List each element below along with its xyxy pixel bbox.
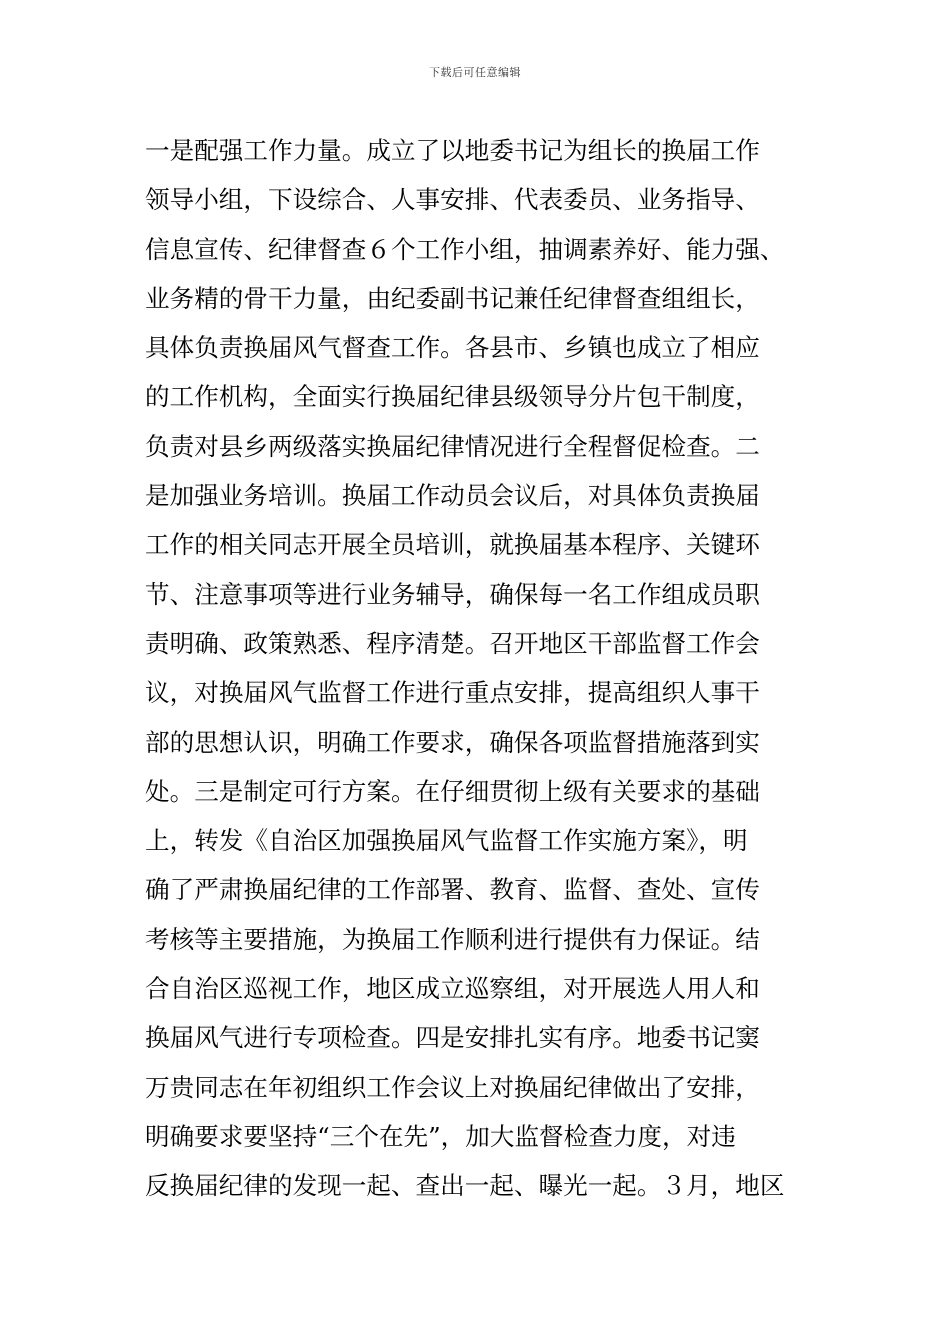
text-line: 合自治区巡视工作，地区成立巡察组，对开展选人用人和: [145, 974, 760, 1004]
text-line: 责明确、政策熟悉、程序清楚。召开地区干部监督工作会: [145, 628, 760, 658]
text-line: 换届风气进行专项检查。四是安排扎实有序。地委书记窦: [145, 1023, 760, 1053]
text-line: 议，对换届风气监督工作进行重点安排，提高组织人事干: [145, 678, 760, 708]
text-line: 领导小组，下设综合、人事安排、代表委员、业务指导、: [145, 185, 760, 215]
text-line: 具体负责换届风气督查工作。各县市、乡镇也成立了相应: [145, 333, 760, 363]
text-line: 反换届纪律的发现一起、查出一起、曝光一起。３月，地区: [145, 1171, 785, 1201]
text-line: 信息宣传、纪律督查６个工作小组，抽调素养好、能力强、: [145, 234, 785, 264]
text-line: 上，转发《自治区加强换届风气监督工作实施方案》，明: [145, 826, 748, 856]
text-line: 万贵同志在年初组织工作会议上对换届纪律做出了安排，: [145, 1072, 760, 1102]
text-line: 工作的相关同志开展全员培训，就换届基本程序、关键环: [145, 530, 760, 560]
text-line: 明确要求要坚持“三个在先”，加大监督检查力度，对违: [145, 1121, 736, 1151]
text-line: 的工作机构，全面实行换届纪律县级领导分片包干制度，: [145, 382, 760, 412]
text-line: 节、注意事项等进行业务辅导，确保每一名工作组成员职: [145, 579, 760, 609]
text-line: 处。三是制定可行方案。在仔细贯彻上级有关要求的基础: [145, 776, 760, 806]
text-line: 负责对县乡两级落实换届纪律情况进行全程督促检查。二: [145, 431, 760, 461]
text-line: 考核等主要措施，为换届工作顺利进行提供有力保证。结: [145, 924, 760, 954]
text-line: 确了严肃换届纪律的工作部署、教育、监督、查处、宣传: [145, 875, 760, 905]
text-line: 一是配强工作力量。成立了以地委书记为组长的换届工作: [145, 136, 760, 165]
text-line: 是加强业务培训。换届工作动员会议后，对具体负责换届: [145, 481, 760, 511]
page-header: 下载后可任意编辑: [429, 66, 521, 79]
text-line: 业务精的骨干力量，由纪委副书记兼任纪律督查组组长，: [145, 283, 760, 313]
text-line: 部的思想认识，明确工作要求，确保各项监督措施落到实: [145, 727, 760, 757]
body-paragraph: [145, 126, 815, 1211]
